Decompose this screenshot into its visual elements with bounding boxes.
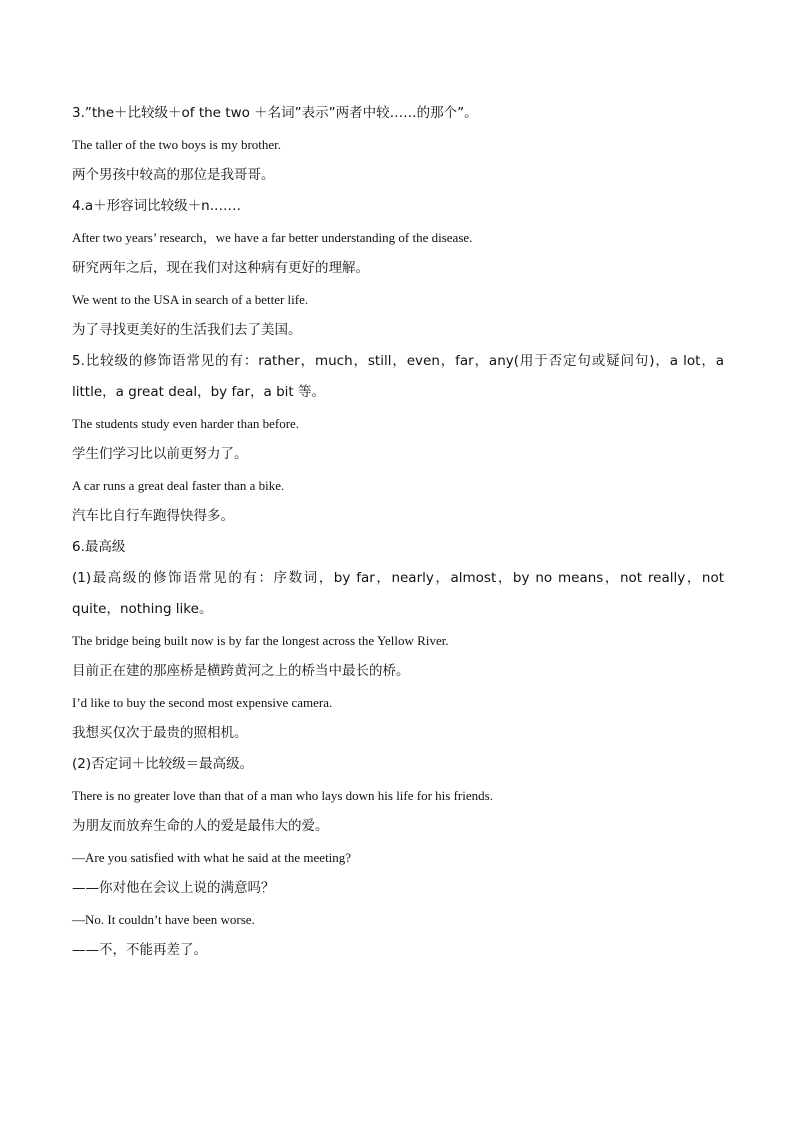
example-sentence-en: A car runs a great deal faster than a bike.: [72, 478, 285, 493]
dialogue-answer-en: —No. It couldn’t have been worse.: [72, 912, 255, 927]
example-translation-zh: 为了寻找更美好的生活我们去了美国。: [72, 322, 302, 338]
document-body: [72, 98, 724, 966]
example-sentence-en: After two years’ research，we have a far better understanding of the disease.: [72, 230, 473, 245]
example-translation-zh: 目前正在建的那座桥是横跨黄河之上的桥当中最长的桥。: [72, 663, 410, 679]
heading-a-adjective-comparative: 4.a＋形容词比较级＋n.……: [72, 198, 242, 214]
example-translation-zh: 两个男孩中较高的那位是我哥哥。: [72, 167, 275, 183]
heading-comparative-modifiers: 5.比较级的修饰语常见的有：rather，much，still，even，far，any(用于否定句或疑问句)，a lot，a little，a great deal，by far，a bit 等。: [72, 353, 724, 400]
example-translation-zh: 研究两年之后，现在我们对这种病有更好的理解。: [72, 260, 369, 276]
example-translation-zh: 汽车比自行车跑得快得多。: [72, 508, 234, 524]
dialogue-question-zh: ——你对他在会议上说的满意吗？: [72, 880, 275, 896]
dialogue-answer-zh: ——不，不能再差了。: [72, 942, 207, 958]
example-translation-zh: 我想买仅次于最贵的照相机。: [72, 725, 248, 741]
heading-comparative-the-of-the-two: 3.”the＋比较级＋of the two ＋名词”表示”两者中较……的那个”。: [72, 105, 478, 121]
example-sentence-en: There is no greater love than that of a man who lays down his life for his friends.: [72, 788, 493, 803]
example-sentence-en: The bridge being built now is by far the longest across the Yellow River.: [72, 633, 449, 648]
example-sentence-en: I’d like to buy the second most expensive camera.: [72, 695, 333, 710]
example-sentence-en: The taller of the two boys is my brother.: [72, 137, 282, 152]
heading-superlative: 6.最高级: [72, 539, 126, 555]
example-translation-zh: 学生们学习比以前更努力了。: [72, 446, 248, 462]
heading-negative-comparative: (2)否定词＋比较级＝最高级。: [72, 756, 254, 772]
example-sentence-en: We went to the USA in search of a better life.: [72, 292, 309, 307]
dialogue-question-en: —Are you satisfied with what he said at the meeting?: [72, 850, 352, 865]
example-translation-zh: 为朋友而放弃生命的人的爱是最伟大的爱。: [72, 818, 329, 834]
example-sentence-en: The students study even harder than before.: [72, 416, 300, 431]
heading-superlative-modifiers: (1)最高级的修饰语常见的有：序数词，by far，nearly，almost，by no means，not really，not quite，nothing like。: [72, 570, 724, 617]
